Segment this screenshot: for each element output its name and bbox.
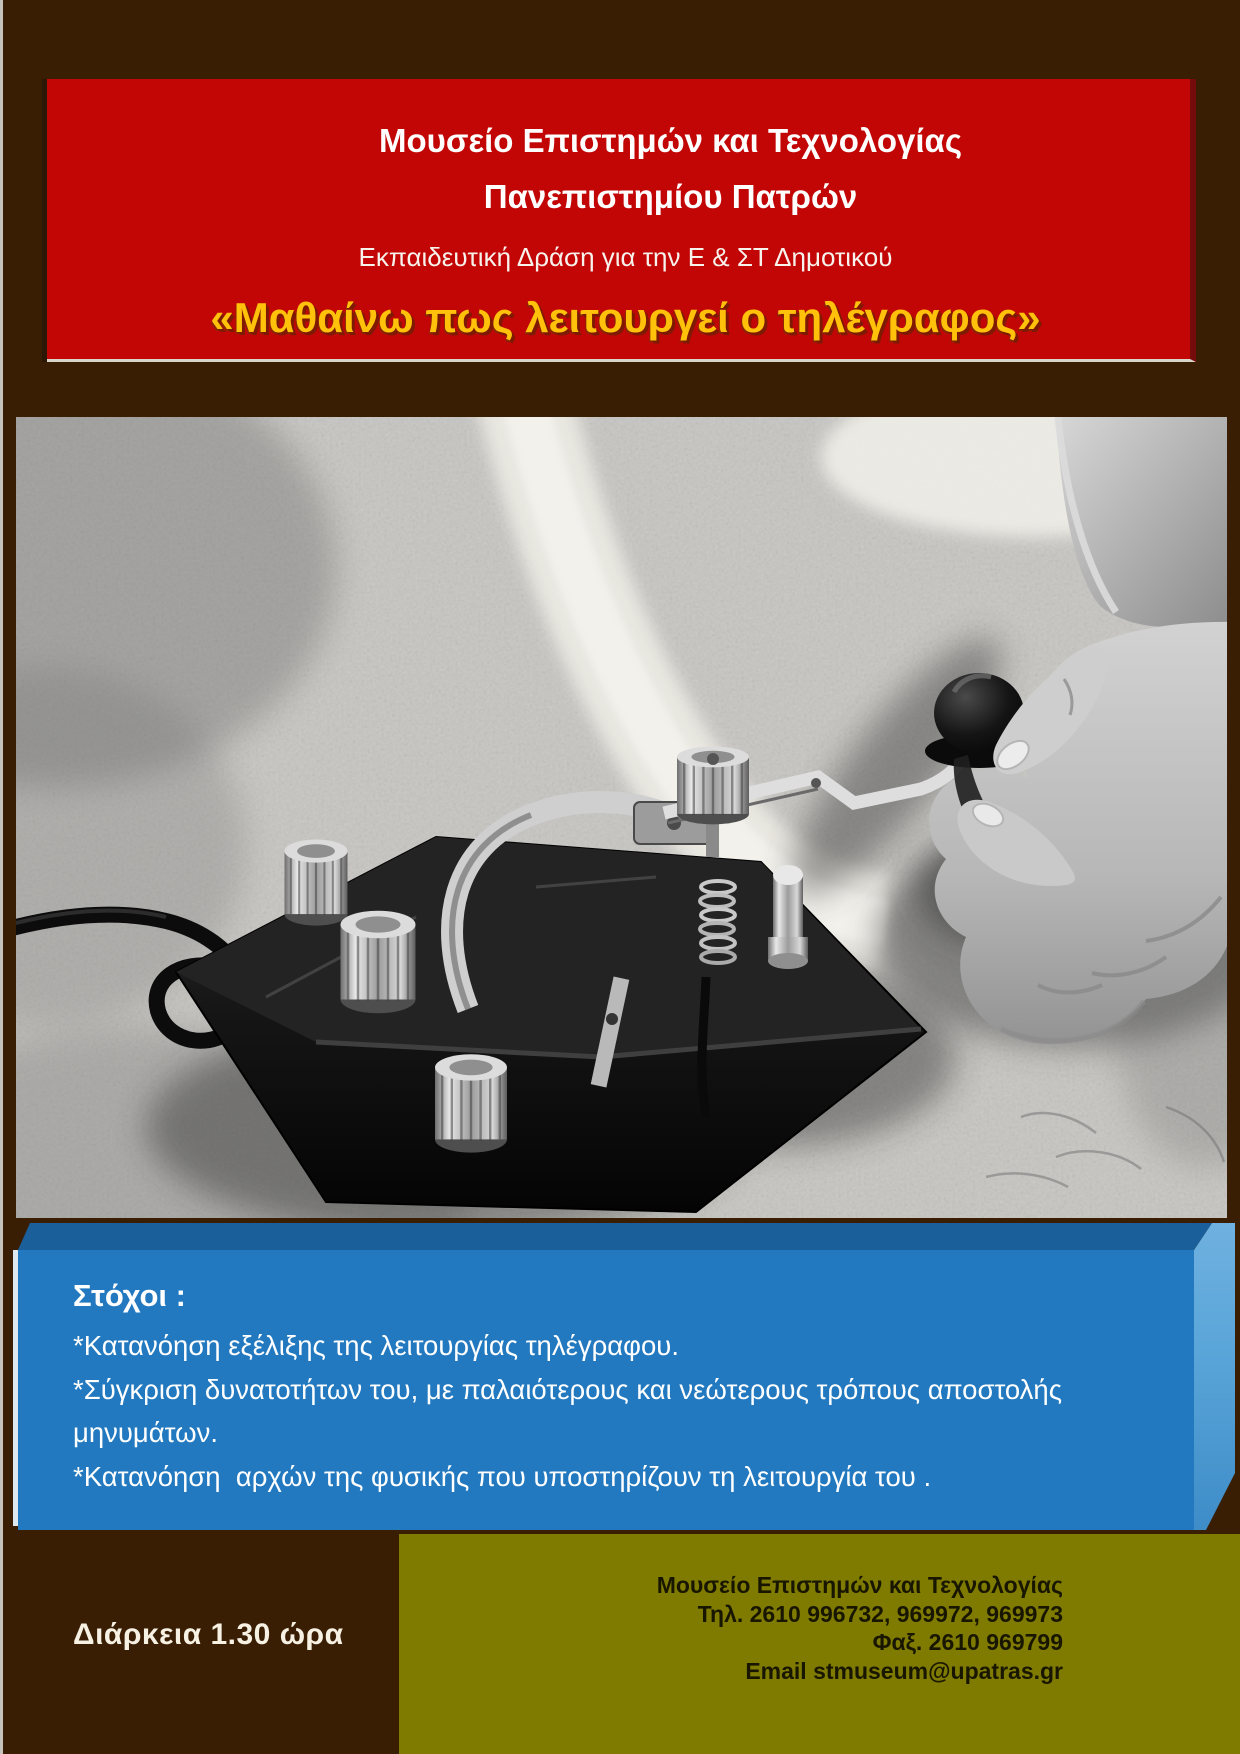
objective-line: *Σύγκριση δυνατοτήτων του, με παλαιότερους και νεώτερους τρόπους αποστολής xyxy=(73,1373,1062,1405)
objectives-list xyxy=(73,1324,1154,1498)
museum-name-line1: Μουσείο Επιστημών και Τεχνολογίας xyxy=(379,122,962,159)
duration-text: Διάρκεια 1.30 ώρα xyxy=(73,1618,344,1651)
objectives-heading: Στόχοι : xyxy=(73,1278,186,1313)
page-left-edge xyxy=(0,0,3,1754)
telegraph-photo xyxy=(16,417,1227,1218)
objectives-box-face xyxy=(18,1250,1194,1530)
objective-line: *Κατανόηση αρχών της φυσικής που υποστηρίζουν τη λειτουργία του . xyxy=(73,1460,932,1492)
contact-email: Email stmuseum@upatras.gr xyxy=(745,1657,1063,1684)
objectives-box-side-bevel xyxy=(1194,1223,1235,1530)
museum-name-line2: Πανεπιστημίου Πατρών xyxy=(483,178,858,215)
activity-subtitle: Εκπαιδευτική Δράση για την Ε & ΣΤ Δημοτικού xyxy=(358,242,893,272)
contact-museum-name: Μουσείο Επιστημών και Τεχνολογίας xyxy=(656,1572,1063,1598)
objective-line: *Κατανόηση εξέλιξης της λειτουργίας τηλέγραφου. xyxy=(73,1330,679,1361)
objective-line: μηνυμάτων. xyxy=(73,1417,219,1448)
activity-title: «Μαθαίνω πως λειτουργεί ο τηλέγραφος» xyxy=(210,294,1041,341)
contact-box xyxy=(399,1534,1240,1754)
objectives-box-top-bevel xyxy=(18,1223,1228,1250)
contact-phone: Τηλ. 2610 996732, 969972, 969973 xyxy=(697,1600,1063,1627)
telegraph-photo-illustration xyxy=(16,417,1227,1218)
objectives-box xyxy=(13,1223,1237,1535)
chrome-post xyxy=(768,865,808,969)
contact-fax: Φαξ. 2610 969799 xyxy=(872,1629,1063,1655)
header-banner xyxy=(47,79,1196,362)
